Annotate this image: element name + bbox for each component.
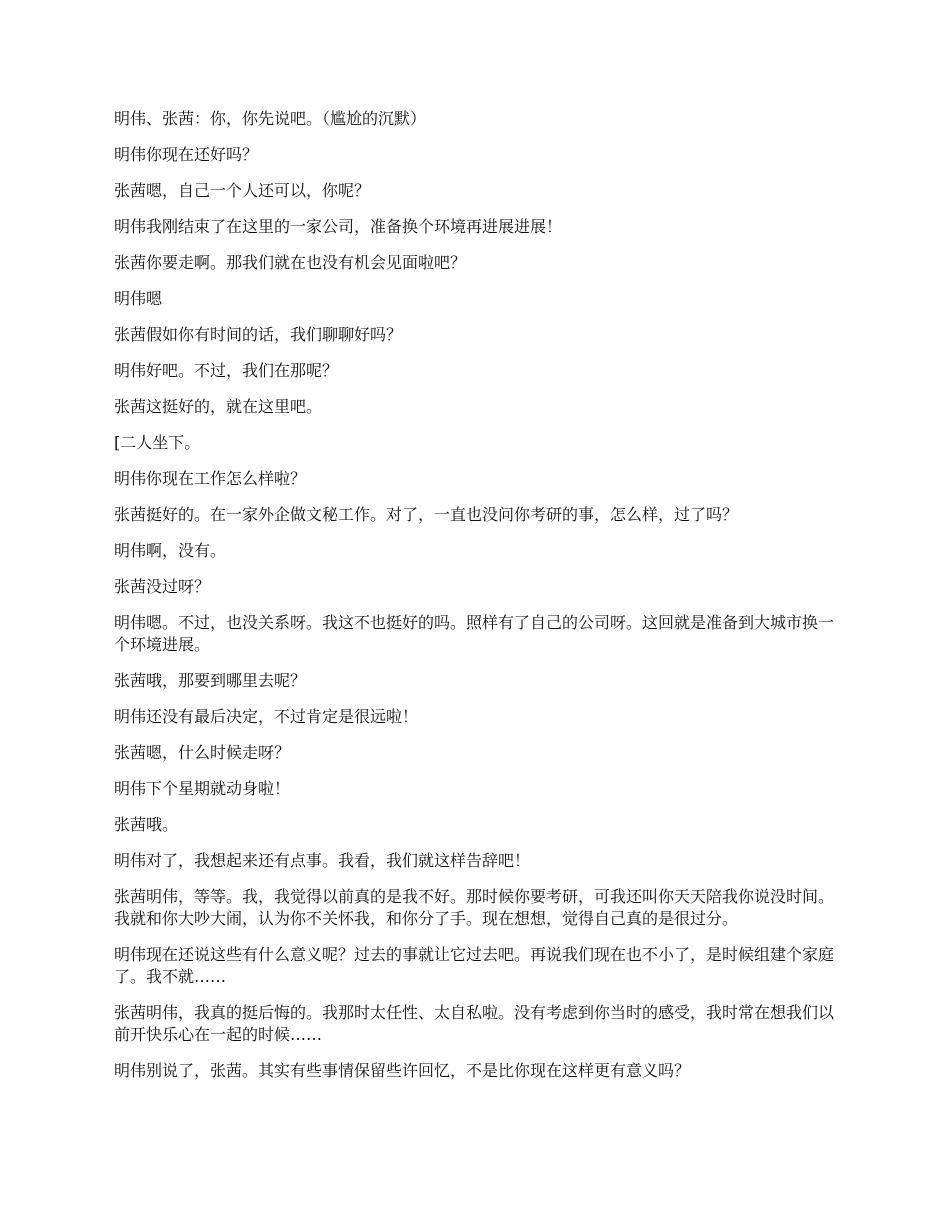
paragraph: 张茜假如你有时间的话，我们聊聊好吗？ bbox=[114, 325, 403, 344]
paragraph: 张茜嗯，自己一个人还可以，你呢？ bbox=[114, 181, 371, 200]
paragraph: 张茜明伟，我真的挺后悔的。我那时太任性、太自私啦。没有考虑到你当时的感受，我时常在想我们以前开快乐心在一起的时候…… bbox=[114, 1003, 835, 1044]
paragraph: 明伟别说了，张茜。其实有些事情保留些许回忆，不是比你现在这样更有意义吗？ bbox=[114, 1061, 691, 1080]
paragraph: 张茜哦。 bbox=[114, 815, 179, 834]
paragraph: 张茜你要走啊。那我们就在也没有机会见面啦吧？ bbox=[114, 253, 467, 272]
paragraph: 明伟下个星期就动身啦！ bbox=[114, 779, 291, 798]
paragraph: 明伟我刚结束了在这里的一家公司，准备换个环境再进展进展！ bbox=[114, 217, 563, 236]
paragraph: 张茜挺好的。在一家外企做文秘工作。对了，一直也没问你考研的事，怎么样，过了吗？ bbox=[114, 505, 739, 524]
paragraph: 明伟好吧。不过，我们在那呢？ bbox=[114, 361, 339, 380]
document-body bbox=[114, 108, 844, 1096]
paragraph: 明伟还没有最后决定，不过肯定是很远啦！ bbox=[114, 707, 419, 726]
paragraph: 明伟你现在还好吗？ bbox=[114, 145, 259, 164]
paragraph: 张茜明伟，等等。我，我觉得以前真的是我不好。那时候你要考研，可我还叫你天天陪我你说没时间。我就和你大吵大闹，认为你不关怀我，和你分了手。现在想想，觉得自己真的是很过分。 bbox=[114, 887, 835, 928]
paragraph: 明伟嗯 bbox=[114, 289, 163, 308]
paragraph: [二人坐下。 bbox=[114, 433, 201, 452]
paragraph: 张茜哦，那要到哪里去呢？ bbox=[114, 671, 307, 690]
paragraph: 张茜这挺好的，就在这里吧。 bbox=[114, 397, 323, 416]
paragraph: 明伟啊，没有。 bbox=[114, 541, 227, 560]
paragraph: 张茜嗯，什么时候走呀？ bbox=[114, 743, 291, 762]
paragraph: 明伟你现在工作怎么样啦？ bbox=[114, 469, 307, 488]
paragraph: 张茜没过呀？ bbox=[114, 577, 211, 596]
paragraph: 明伟现在还说这些有什么意义呢？过去的事就让它过去吧。再说我们现在也不小了，是时候组建个家庭了。我不就…… bbox=[114, 945, 835, 986]
paragraph: 明伟对了，我想起来还有点事。我看，我们就这样告辞吧！ bbox=[114, 851, 531, 870]
paragraph: 明伟嗯。不过，也没关系呀。我这不也挺好的吗。照样有了自己的公司呀。这回就是准备到大城市换一个环境进展。 bbox=[114, 613, 835, 654]
paragraph: 明伟、张茜：你，你先说吧。（尴尬的沉默） bbox=[114, 109, 427, 128]
